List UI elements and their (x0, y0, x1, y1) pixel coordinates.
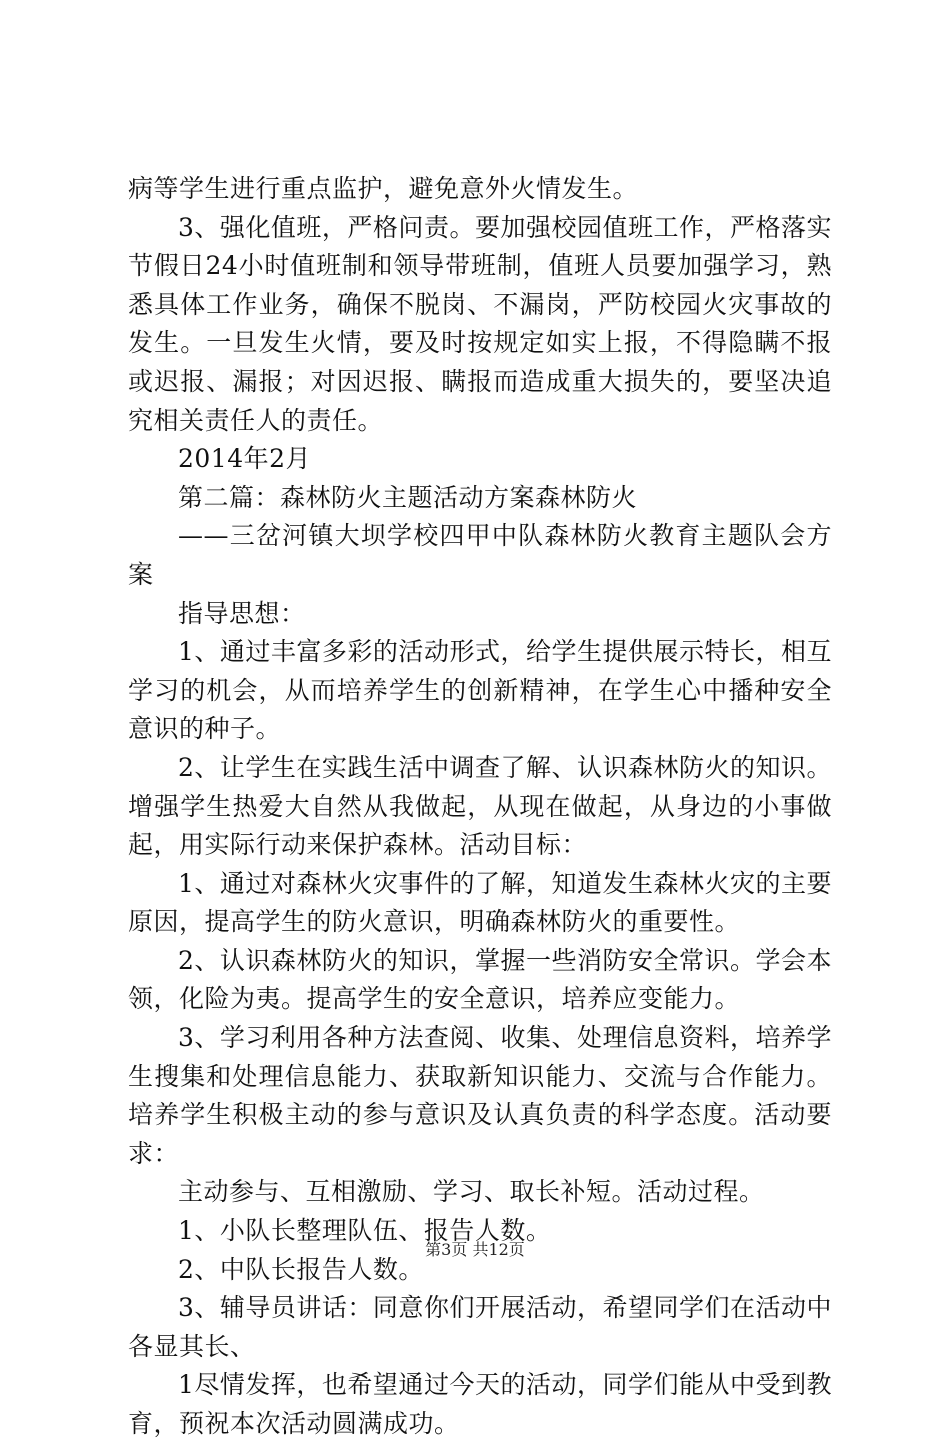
paragraph: 3、学习利用各种方法查阅、收集、处理信息资料，培养学生搜集和处理信息能力、获取新知识能力、交流与合作能力。培养学生积极主动的参与意识及认真负责的科学态度。活动要求： (128, 1023, 832, 1168)
paragraph: 指导思想： (178, 598, 306, 628)
section-heading: 第二篇：森林防火主题活动方案森林防火 (178, 482, 638, 512)
paragraph: 2、让学生在实践生活中调查了解、认识森林防火的知识。增强学生热爱大自然从我做起，从现在做起，从身边的小事做起，用实际行动来保护森林。活动目标： (128, 752, 832, 860)
paragraph: 3、强化值班，严格问责。要加强校园值班工作，严格落实节假日24小时值班制和领导带班制，值班人员要加强学习，熟悉具体工作业务，确保不脱岗、不漏岗，严防校园火灾事故的发生。一旦发生火情，要及时按规定如实上报，不得隐瞒不报或迟报、漏报；对因迟报、瞒报而造成重大损失的，要坚决追究相关责任人的责任。 (128, 212, 832, 435)
paragraph-date: 2014年2月 (178, 444, 312, 474)
paragraph: 1、小队长整理队伍、报告人数。 (178, 1216, 552, 1246)
paragraph: 1、通过对森林火灾事件的了解，知道发生森林火灾的主要原因，提高学生的防火意识，明确森林防火的重要性。 (128, 868, 832, 937)
paragraph: 主动参与、互相激励、学习、取长补短。活动过程。 (178, 1177, 765, 1207)
paragraph: 1、通过丰富多彩的活动形式，给学生提供展示特长，相互学习的机会，从而培养学生的创新精神，在学生心中播种安全意识的种子。 (128, 637, 832, 744)
page-footer: 第3页 共12页 (425, 1240, 525, 1259)
section-subheading: ——三岔河镇大坝学校四甲中队森林防火教育主题队会方案 (128, 521, 832, 589)
paragraph: 2、中队长报告人数。 (178, 1254, 424, 1284)
paragraph: 病等学生进行重点监护，避免意外火情发生。 (128, 174, 639, 203)
paragraph: 3、辅导员讲话：同意你们开展活动，希望同学们在活动中各显其长、 (128, 1293, 832, 1361)
paragraph: 2、认识森林防火的知识，掌握一些消防安全常识。学会本领，化险为夷。提高学生的安全意识，培养应变能力。 (128, 945, 832, 1014)
paragraph: 1尽情发挥，也希望通过今天的活动，同学们能从中受到教育，预祝本次活动圆满成功。 (128, 1370, 832, 1438)
